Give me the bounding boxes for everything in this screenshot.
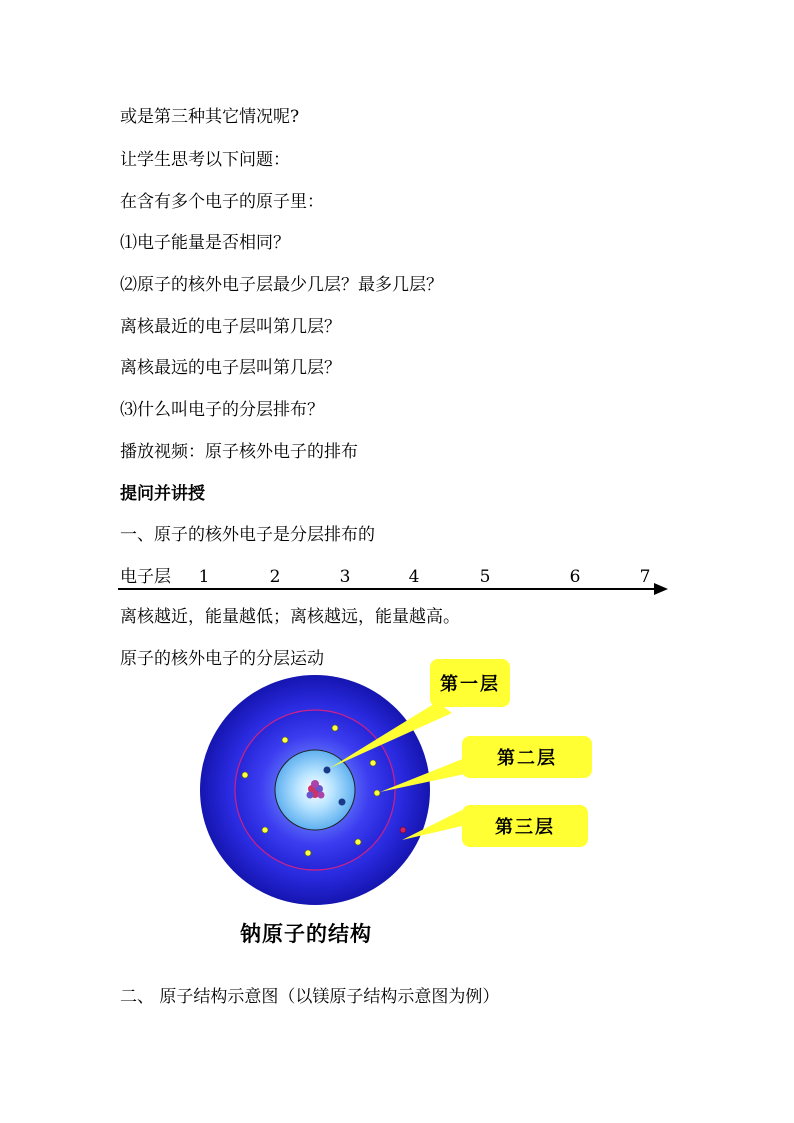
text-line-8: ⑶什么叫电子的分层排布？ [120,400,324,420]
axis-tick-3: 3 [339,567,351,587]
text-line-1: 或是第三种其它情况呢? [120,107,300,127]
section-1-title: 一、原子的核外电子是分层排布的 [120,525,375,545]
axis-label: 电子层 [120,567,171,587]
electron [324,767,331,774]
electron [339,799,346,806]
section-2-title: 二、 原子结构示意图（以镁原子结构示意图为例） [120,987,500,1007]
electron [332,725,338,731]
energy-note: 离核越近，能量越低；离核越远，能量越高。 [120,607,460,627]
figure-intro: 原子的核外电子的分层运动 [120,649,324,669]
electron-shell-axis [0,560,794,602]
electron [262,827,268,833]
heading-ask-and-teach: 提问并讲授 [120,484,205,504]
text-line-5: ⑵原子的核外电子层最少几层？最多几层？ [120,275,443,295]
electron [242,772,248,778]
electron [282,737,288,743]
text-line-7: 离核最远的电子层叫第几层？ [120,358,341,378]
axis-tick-7: 7 [639,567,651,587]
shell-label-1: 第一层 [430,659,510,707]
text-line-4: ⑴电子能量是否相同？ [120,233,290,253]
sodium-atom-diagram [190,650,610,912]
axis-tick-4: 4 [408,567,420,587]
electron [374,790,380,796]
axis-tick-1: 1 [198,567,210,587]
shell-label-3: 第三层 [462,805,588,847]
axis-arrowhead [654,583,668,595]
axis-tick-6: 6 [569,567,581,587]
axis-ticks [199,567,651,587]
axis-tick-5: 5 [479,567,491,587]
text-line-3: 在含有多个电子的原子里： [120,192,324,212]
text-line-9: 播放视频：原子核外电子的排布 [120,442,358,462]
text-line-2: 让学生思考以下问题： [120,150,290,170]
electron [355,839,361,845]
shell-label-2: 第二层 [462,736,592,778]
axis-tick-2: 2 [269,567,281,587]
electron [370,760,376,766]
figure-caption: 钠原子的结构 [240,922,372,946]
text-line-6: 离核最近的电子层叫第几层？ [120,317,341,337]
electron-outer [400,827,406,833]
electron [305,850,311,856]
